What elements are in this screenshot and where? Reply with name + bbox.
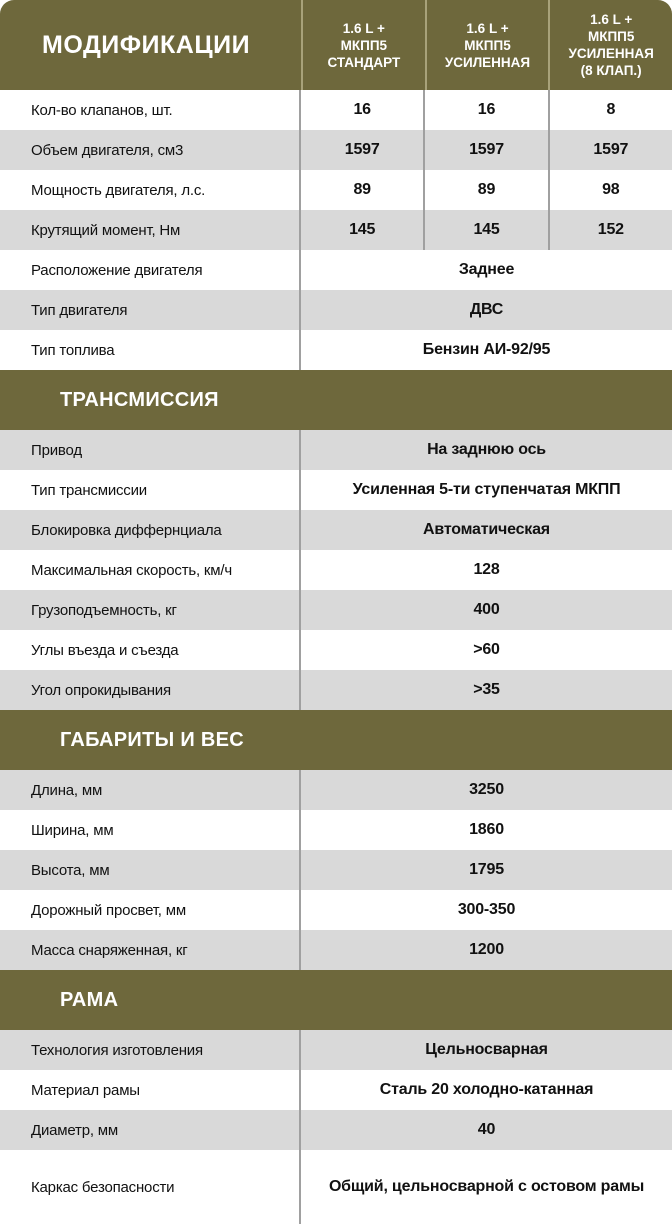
table-row xyxy=(0,330,672,370)
table-row xyxy=(0,210,672,250)
row-value: 40 xyxy=(477,1121,496,1138)
row-label: Угол опрокидывания xyxy=(0,670,301,710)
modifications-title: МОДИФИКАЦИИ xyxy=(42,30,251,59)
row-value: >35 xyxy=(473,681,500,698)
row-value: 16 xyxy=(423,90,547,130)
row-value: 128 xyxy=(473,561,500,578)
row-value: 89 xyxy=(353,181,371,198)
row-value: 400 xyxy=(473,601,500,618)
row-label: Длина, мм xyxy=(0,770,301,810)
row-label: Высота, мм xyxy=(0,850,301,890)
row-label: Привод xyxy=(0,430,301,470)
row-value: 1795 xyxy=(469,861,504,878)
column-header-reinforced-8v: 1.6 L + МКПП5 УСИЛЕННАЯ (8 КЛАП.) xyxy=(548,0,672,90)
row-label: Диаметр, мм xyxy=(0,1110,301,1150)
row-value: Автоматическая xyxy=(423,521,550,538)
row-value: 1597 xyxy=(423,130,547,170)
table-row xyxy=(0,1030,672,1070)
row-value: 1597 xyxy=(548,130,672,170)
row-label: Материал рамы xyxy=(0,1070,301,1110)
row-label: Технология изготовления xyxy=(0,1030,301,1070)
table-row xyxy=(0,510,672,550)
row-value: На заднюю ось xyxy=(427,441,546,458)
row-label: Расположение двигателя xyxy=(0,250,301,290)
table-row xyxy=(0,250,672,290)
row-label: Ширина, мм xyxy=(0,810,301,850)
row-value: 152 xyxy=(548,210,672,250)
row-label: Каркас безопасности xyxy=(0,1150,301,1224)
row-label: Масса снаряженная, кг xyxy=(0,930,301,970)
row-value: 300-350 xyxy=(457,901,516,918)
row-label: Грузоподъемность, кг xyxy=(0,590,301,630)
table-row xyxy=(0,550,672,590)
row-label: Мощность двигателя, л.с. xyxy=(0,170,301,210)
row-label: Дорожный просвет, мм xyxy=(0,890,301,930)
table-row xyxy=(0,930,672,970)
table-body xyxy=(0,90,672,1224)
table-row xyxy=(0,1070,672,1110)
row-label: Блокировка диффернциала xyxy=(0,510,301,550)
table-row xyxy=(0,770,672,810)
table-row xyxy=(0,130,672,170)
section-header: ТРАНСМИССИЯ xyxy=(0,370,672,430)
row-value: 8 xyxy=(548,90,672,130)
row-label: Крутящий момент, Нм xyxy=(0,210,301,250)
row-value: Усиленная 5-ти ступенчатая МКПП xyxy=(352,481,621,498)
row-value: 98 xyxy=(548,170,672,210)
table-row xyxy=(0,170,672,210)
row-value: 3250 xyxy=(469,781,504,798)
row-value: >60 xyxy=(473,641,500,658)
row-value: Сталь 20 холодно-катанная xyxy=(379,1081,594,1098)
row-value: 16 xyxy=(353,101,371,118)
table-row xyxy=(0,670,672,710)
table-row xyxy=(0,1110,672,1150)
row-value: Бензин АИ-92/95 xyxy=(422,341,551,358)
section-header: ГАБАРИТЫ И ВЕС xyxy=(0,710,672,770)
row-label: Максимальная скорость, км/ч xyxy=(0,550,301,590)
row-label: Тип двигателя xyxy=(0,290,301,330)
table-row xyxy=(0,470,672,510)
table-row xyxy=(0,630,672,670)
column-header-reinforced: 1.6 L + МКПП5 УСИЛЕННАЯ xyxy=(425,0,549,90)
table-row xyxy=(0,590,672,630)
table-header xyxy=(0,0,672,90)
section-header: РАМА xyxy=(0,970,672,1030)
row-label: Объем двигателя, см3 xyxy=(0,130,301,170)
row-value: Цельносварная xyxy=(425,1041,548,1058)
table-row xyxy=(0,1150,672,1224)
row-value: 145 xyxy=(423,210,547,250)
row-label: Кол-во клапанов, шт. xyxy=(0,90,301,130)
row-value: Заднее xyxy=(458,261,515,278)
row-value: ДВС xyxy=(469,301,504,318)
row-value: 145 xyxy=(349,221,376,238)
table-row xyxy=(0,810,672,850)
row-value: 1860 xyxy=(469,821,504,838)
table-row xyxy=(0,290,672,330)
table-row xyxy=(0,430,672,470)
row-value: 1200 xyxy=(469,941,504,958)
table-row xyxy=(0,90,672,130)
table-row xyxy=(0,850,672,890)
column-header-standard: 1.6 L + МКПП5 СТАНДАРТ xyxy=(301,0,425,90)
row-label: Тип трансмиссии xyxy=(0,470,301,510)
row-value: 1597 xyxy=(344,141,380,158)
row-label: Углы въезда и съезда xyxy=(0,630,301,670)
table-row xyxy=(0,890,672,930)
row-value: Общий, цельносварной с остовом рамы xyxy=(328,1178,645,1195)
row-value: 89 xyxy=(423,170,547,210)
row-label: Тип топлива xyxy=(0,330,301,370)
